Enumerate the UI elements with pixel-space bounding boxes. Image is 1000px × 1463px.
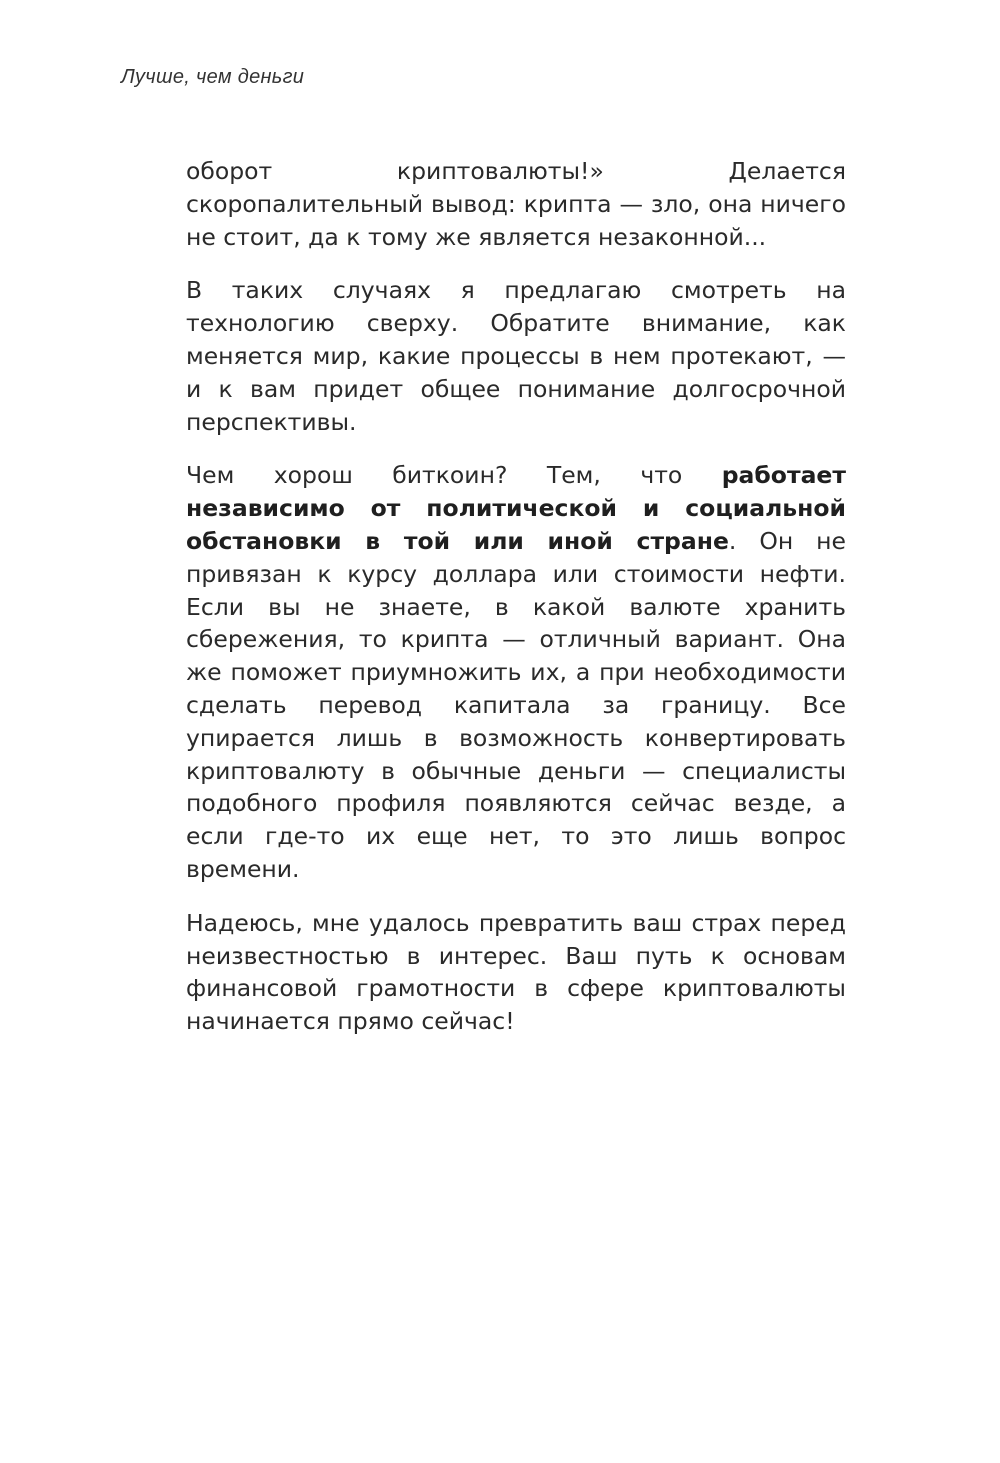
paragraph-3 [186,459,846,885]
page-body [186,155,846,1059]
paragraph-3-lead: Чем хорош биткоин? Тем, что [186,461,722,490]
paragraph-3-emphasis: работает независимо от политической и социальной обстановки в той или иной стране [186,461,846,555]
paragraph-1: оборот криптовалюты!» Делается скоропалительный вывод: крипта — зло, она ничего не стоит, да к тому же является незаконной... [186,157,846,251]
paragraph-4: Надеюсь, мне удалось превратить ваш страх перед неизвестностью в интерес. Ваш путь к основам финансовой грамотности в сфере криптовалюты начинается прямо сейчас! [186,908,846,1036]
running-header-title: Лучше, чем деньги [121,66,305,88]
paragraph-3-tail: . Он не привязан к курсу доллара или стоимости нефти. Если вы не знаете, в какой валюте хранить сбережения, то крипта — отличный вариант. Она же поможет приумножить их, а при необходимости сделать перевод капитала за границу. Все упирается лишь в возможность конвертировать криптовалюту в обычные деньги — специалисты подобного профиля появляются сейчас везде, а если где-то их еще нет, то это лишь вопрос времени. [186,526,846,883]
paragraph-2: В таких случаях я предлагаю смотреть на технологию сверху. Обратите внимание, как меняется мир, какие процессы в нем протекают, — и к вам придет общее понимание долгосрочной перспективы. [186,276,846,436]
